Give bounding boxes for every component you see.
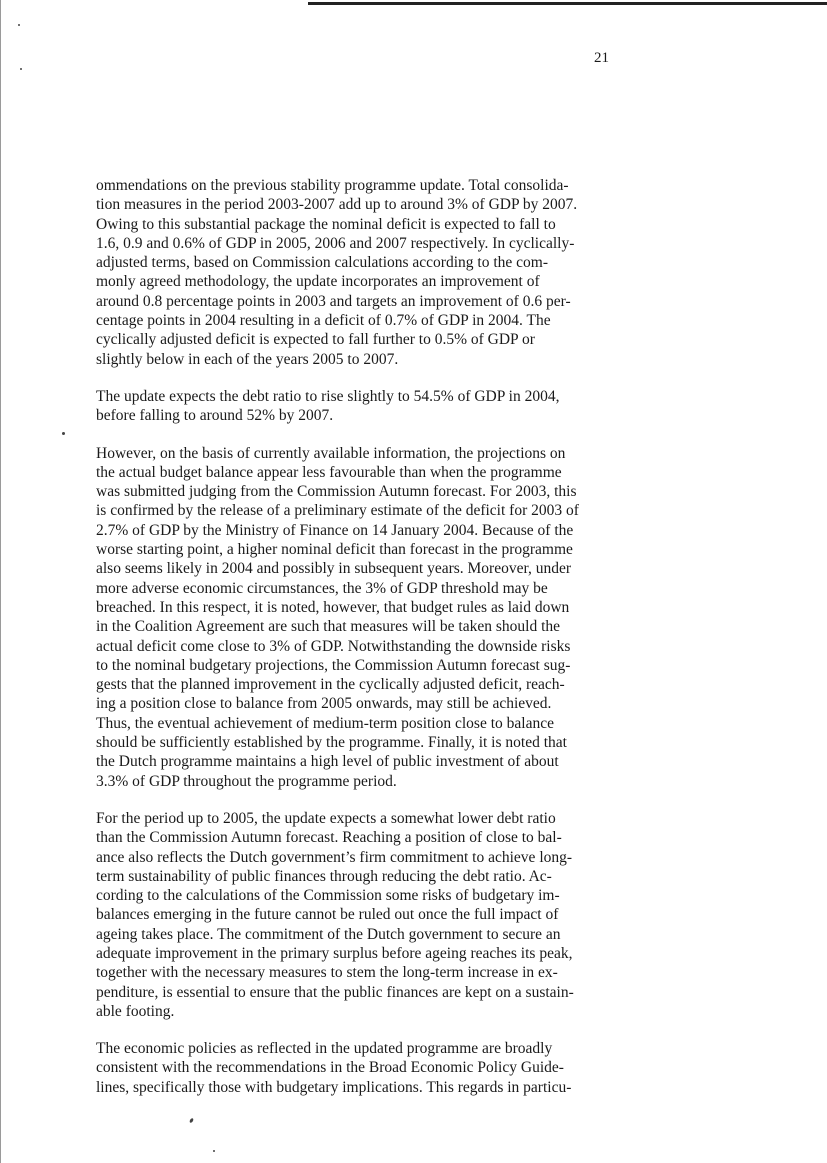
scan-speck	[20, 68, 22, 70]
text-line: worse starting point, a higher nominal deficit than forecast in the programme	[96, 541, 573, 559]
text-line: consistent with the recommendations in the Broad Economic Policy Guide-	[96, 1059, 564, 1077]
text-line: slightly below in each of the years 2005 to 2007.	[96, 350, 399, 368]
text-line: together with the necessary measures to stem the long-term increase in ex-	[96, 964, 558, 982]
text-line: balances emerging in the future cannot be ruled out once the full impact of	[96, 906, 559, 924]
text-line: The update expects the debt ratio to rise slightly to 54.5% of GDP in 2004,	[96, 387, 560, 405]
text-line: cording to the calculations of the Commission some risks of budgetary im-	[96, 887, 560, 905]
text-line: around 0.8 percentage points in 2003 and targets an improvement of 0.6 per-	[96, 292, 571, 310]
text-line: the Dutch programme maintains a high level of public investment of about	[96, 753, 559, 771]
text-line: ance also reflects the Dutch government’s firm commitment to achieve long-	[96, 848, 573, 866]
text-line: The economic policies as reflected in the updated programme are broadly	[96, 1040, 553, 1058]
scan-speck	[213, 1150, 215, 1152]
text-line: 2.7% of GDP by the Ministry of Finance on 14 January 2004. Because of the	[96, 521, 574, 539]
text-line: term sustainability of public finances through reducing the debt ratio. Ac-	[96, 867, 552, 885]
text-line: ommendations on the previous stability programme update. Total consolida-	[96, 177, 569, 194]
text-line: Thus, the eventual achievement of medium-term position close to balance	[96, 714, 554, 732]
paragraph-2	[96, 387, 616, 426]
text-line: ageing takes place. The commitment of the Dutch government to secure an	[96, 925, 561, 943]
paragraph-4	[96, 809, 616, 1021]
page-left-edge	[0, 0, 1, 1163]
text-line: to the nominal budgetary projections, the Commission Autumn forecast sug-	[96, 656, 571, 674]
scan-speck	[18, 24, 20, 26]
text-line: For the period up to 2005, the update expects a somewhat lower debt ratio	[96, 809, 556, 827]
text-line: was submitted judging from the Commission Autumn forecast. For 2003, this	[96, 483, 577, 501]
text-line: However, on the basis of currently available information, the projections on	[96, 444, 566, 462]
document-body	[96, 176, 616, 1115]
text-line: also seems likely in 2004 and possibly in subsequent years. Moreover, under	[96, 560, 572, 578]
paragraph-1	[96, 176, 616, 369]
text-line: is confirmed by the release of a preliminary estimate of the deficit for 2003 of	[96, 502, 579, 520]
text-line: monly agreed methodology, the update incorporates an improvement of	[96, 273, 540, 291]
page-number: 21	[594, 50, 609, 66]
paragraph-5	[96, 1039, 616, 1097]
scan-speck	[189, 1118, 194, 1124]
text-line: actual deficit come close to 3% of GDP. Notwithstanding the downside risks	[96, 637, 571, 655]
text-line: Owing to this substantial package the nominal deficit is expected to fall to	[96, 215, 556, 233]
text-line: more adverse economic circumstances, the 3% of GDP threshold may be	[96, 579, 548, 597]
text-line: tion measures in the period 2003-2007 add up to around 3% of GDP by 2007.	[96, 196, 578, 214]
text-line: breached. In this respect, it is noted, however, that budget rules as laid down	[96, 598, 570, 616]
paragraph-3	[96, 444, 616, 791]
text-line: than the Commission Autumn forecast. Reaching a position of close to bal-	[96, 829, 562, 847]
top-rule	[308, 2, 827, 5]
text-line: the actual budget balance appear less favourable than when the programme	[96, 463, 562, 481]
text-line: able footing.	[96, 1002, 175, 1020]
scan-speck	[62, 432, 65, 435]
text-line: cyclically adjusted deficit is expected to fall further to 0.5% of GDP or	[96, 331, 535, 349]
text-line: adequate improvement in the primary surplus before ageing reaches its peak,	[96, 944, 573, 962]
text-line: adjusted terms, based on Commission calculations according to the com-	[96, 254, 548, 272]
text-line: 3.3% of GDP throughout the programme period.	[96, 772, 397, 790]
text-line: gests that the planned improvement in the cyclically adjusted deficit, reach-	[96, 676, 565, 694]
text-line: ing a position close to balance from 2005 onwards, may still be achieved.	[96, 695, 552, 713]
text-line: penditure, is essential to ensure that the public finances are kept on a sustain-	[96, 983, 574, 1001]
text-line: should be sufficiently established by the programme. Finally, it is noted that	[96, 734, 567, 752]
text-line: 1.6, 0.9 and 0.6% of GDP in 2005, 2006 and 2007 respectively. In cyclically-	[96, 234, 575, 252]
text-line: in the Coalition Agreement are such that measures will be taken should the	[96, 618, 561, 636]
text-line: lines, specifically those with budgetary implications. This regards in particu-	[96, 1078, 572, 1096]
text-line: before falling to around 52% by 2007.	[96, 407, 334, 425]
text-line: centage points in 2004 resulting in a deficit of 0.7% of GDP in 2004. The	[96, 312, 551, 330]
